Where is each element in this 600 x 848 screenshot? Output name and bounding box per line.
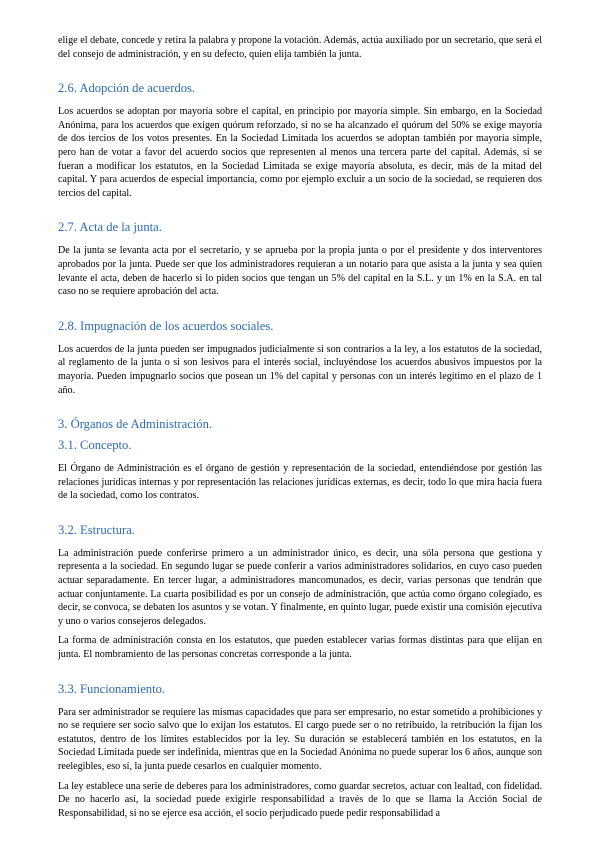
paragraph-3-2-a: La administración puede conferirse primero a un administrador único, es decir, una sóla persona que gestiona y representa a la sociedad. En segundo lugar se puede conferir a varios administradores solidarios, en cuyo caso pueden actuar separadamente. En tercer lugar, a administradores mancomunados, es decir, varias personas que tendrán que actuar conjuntamente. La cuarta posibilidad es por un consejo de administración, que actúa como órgano colegiado, es decir, se convoca, se debaten los asuntos y se votan. Y finalmente, en quinto lugar, puede existir una comisión ejecutiva y uno o varios consejeros delegados. — [58, 547, 542, 627]
heading-3-2: 3.2. Estructura. — [58, 522, 135, 537]
paragraph-2-8: Los acuerdos de la junta pueden ser impugnados judicialmente si son contrarios a la ley, a los estatutos de la sociedad, al reglamento de la junta o si son lesivos para el interés social, incluyéndose los acuerdos abusivos impuestos por la mayoría. Pueden impugnarlo socios que posean un 1% del capital y personas con un interés legítimo en el plazo de 1 año. — [58, 343, 542, 396]
intro-paragraph: elige el debate, concede y retira la palabra y propone la votación. Además, actúa auxiliado por un secretario, que será el del consejo de administración, y en su defecto, quien elija también la junta. — [58, 35, 542, 60]
heading-2-6: 2.6. Adopción de acuerdos. — [58, 81, 196, 96]
paragraph-2-7: De la junta se levanta acta por el secretario, y se aprueba por la propia junta o por el presidente y dos interventores aprobados por la junta. Puede ser que los administradores requieran a un notario para que asista a la junta y sea quien levante el acta, deben de hacerlo si lo piden socios que tengan un 5% del capital en la S.L. y un 1% en la S.A. en tal caso no se requiere aprobación del acta. — [58, 245, 542, 298]
heading-3-3: 3.3. Funcionamiento. — [58, 681, 166, 696]
paragraph-3-3-b: La ley establece una serie de deberes para los administradores, como guardar secretos, actuar con lealtad, con fidelidad. De no hacerlo así, la sociedad puede exigirle responsabilidad a través de lo que se llama la Acción Social de Responsabilidad, si no se ejerce esa acción, el socio perjudicado puede pedir responsabilidad a — [58, 780, 542, 819]
heading-3: 3. Órganos de Administración. — [58, 417, 213, 432]
paragraph-3-3-a: Para ser administrador se requiere las mismas capacidades que para ser empresario, no estar sometido a prohibiciones y no se requiere ser socio salvo que lo exijan los estatutos. El cargo puede ser o no retribuido, la retribución la fijan los estatutos, dentro de los límites establecidos por la ley. Su duración se establecerá también en los estatutos, en la Sociedad Limitada puede ser indefinida, mientras que en la Sociedad Anónima no puede superar los 6 años, aunque son reelegibles, eso sí, la junta puede cesarlos en cualquier momento. — [58, 706, 542, 772]
paragraph-3-2-b: La forma de administración consta en los estatutos, que pueden establecer varias formas distintas para que elijan en junta. El nombramiento de las personas concretas corresponde a la junta. — [58, 635, 542, 661]
heading-2-7: 2.7. Acta de la junta. — [58, 220, 162, 235]
paragraph-2-6: Los acuerdos se adoptan por mayoría sobre el capital, en principio por mayoría simple. Sin embargo, en la Sociedad Anónima, para los acuerdos que exigen quórum reforzado, si no se ha alcanzado el quórum del 50% se exige mayoría de dos tercios de los votos presentes. En la Sociedad Limitada los acuerdos se adoptan también por mayoría simple, pero han de votar a favor del acuerdo socios que representen al menos una tercera parte del capital. Además, si se fueran a modificar los estatutos, en la Sociedad Limitada se exige mayoría absoluta, es decir, más de la mitad del capital. Y para acuerdos de especial importancia, como por ejemplo excluir a un socio de la sociedad, se requieren dos tercios del capital. — [58, 106, 542, 199]
heading-3-1: 3.1. Concepto. — [58, 438, 132, 453]
paragraph-3-1: El Órgano de Administración es el órgano de gestión y representación de la sociedad, entendiéndose por gestión las relaciones jurídicas internas y por representación las relaciones jurídicas externas, es decir, todo lo que mira hacia fuera de la sociedad, como los contratos. — [58, 463, 542, 502]
heading-2-8: 2.8. Impugnación de los acuerdos sociales. — [58, 318, 274, 333]
